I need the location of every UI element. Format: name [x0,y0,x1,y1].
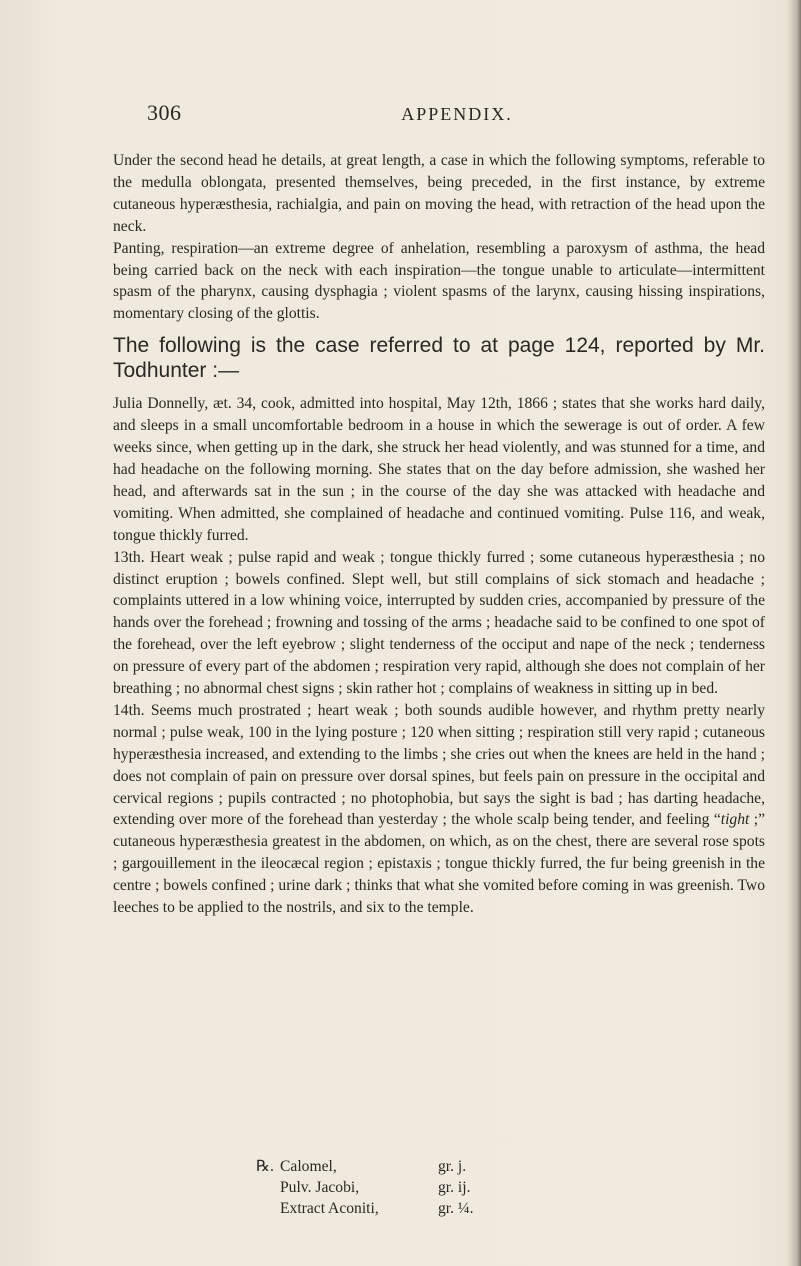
paragraph: Julia Donnelly, æt. 34, cook, admitted into hospital, May 12th, 1866 ; states that she works hard daily, and sleeps in a small uncomfortable bedroom in a house in which the sewerage is out of order. A few weeks since, when getting up in the dark, she struck her head violently, and was stunned for a time, and had headache on the following morning. She states that on the day before admission, she washed her head, and afterwards sat in the sun ; in the course of the day she was attacked with headache and vomiting. When admitted, she complained of headache and continued vomiting. Pulse 116, and weak, tongue thickly furred. [113,395,765,544]
drug-name: Extract Aconiti, [280,1200,379,1217]
prescription-row [256,1198,616,1219]
page-edge-shadow [787,0,801,1266]
drug-dose: gr. ij. [438,1179,471,1196]
drug-dose: gr. ¼. [438,1200,474,1217]
drug-name: Pulv. Jacobi, [280,1179,360,1196]
running-head: APPENDIX. [401,104,513,124]
page-header [147,100,767,132]
italic-word: tight [720,811,750,829]
paragraph-text: ;” cutaneous hyperæsthesia greatest in the abdomen, on which, as on the chest, there are several rose spots ; gargouillement in the ileocæcal region ; epistaxis ; tongue thickly furred, the fur being greenish in the centre ; bowels confined ; urine dark ; thinks that what she vomited before coming in was greenish. Two leeches to be applied to the nostrils, and six to the temple. [113,811,766,917]
paragraph: Panting, respiration—an extreme degree of anhelation, resembling a paroxysm of asthma, the head being carried back on the neck with each inspiration—the tongue unable to articulate—intermittent spasm of the pharynx, causing dysphagia ; violent spasms of the larynx, causing hissing inspirations, momentary closing of the glottis. [113,239,765,323]
page-body [113,150,765,919]
case-heading: The following is the case referred to at page 124, reported by Mr. Todhunter :— [113,334,765,383]
paragraph-14th [113,700,765,919]
drug-dose: gr. j. [438,1158,467,1175]
prescription-row [256,1177,616,1198]
paragraph: 13th. Heart weak ; pulse rapid and weak ; tongue thickly furred ; some cutaneous hyperæsthesia ; no distinct eruption ; bowels confined. Slept well, but still complains of sick stomach and headache ; complaints uttered in a low whining voice, interrupted by sudden cries, accompanied by pressure of the hands over the forehead ; frowning and tossing of the arms ; headache said to be confined to one spot of the forehead, over the left eyebrow ; slight tenderness of the occiput and nape of the neck ; tenderness on pressure of every part of the abdomen ; respiration very rapid, although she does not complain of her breathing ; no abnormal chest signs ; skin rather hot ; complains of weakness in sitting up in bed. [113,548,765,698]
drug-name: Calomel, [280,1158,337,1175]
recipe-symbol: ℞. [256,1158,274,1175]
prescription [256,1156,616,1219]
prescription-row [256,1156,616,1177]
paragraph: Under the second head he details, at great length, a case in which the following symptoms, referable to the medulla oblongata, presented themselves, being preceded, in the first instance, by extreme cutaneous hyperæsthesia, rachialgia, and pain on moving the head, with retraction of the head upon the neck. [113,152,765,235]
paragraph-text: 14th. Seems much prostrated ; heart weak ; both sounds audible however, and rhythm pretty nearly normal ; pulse weak, 100 in the lying posture ; 120 when sitting ; respiration still very rapid ; cutaneous hyperæsthesia increased, and extending to the limbs ; she cries out when the knees are held in the hand ; does not complain of pain on pressure over dorsal spines, but feels pain on pressure in the occipital and cervical regions ; pupils contracted ; no photophobia, but says the sight is bad ; has darting headache, extending over more of the forehead than yesterday ; the whole scalp being tender, and feeling “ [113,701,765,829]
page-number: 306 [147,100,182,125]
